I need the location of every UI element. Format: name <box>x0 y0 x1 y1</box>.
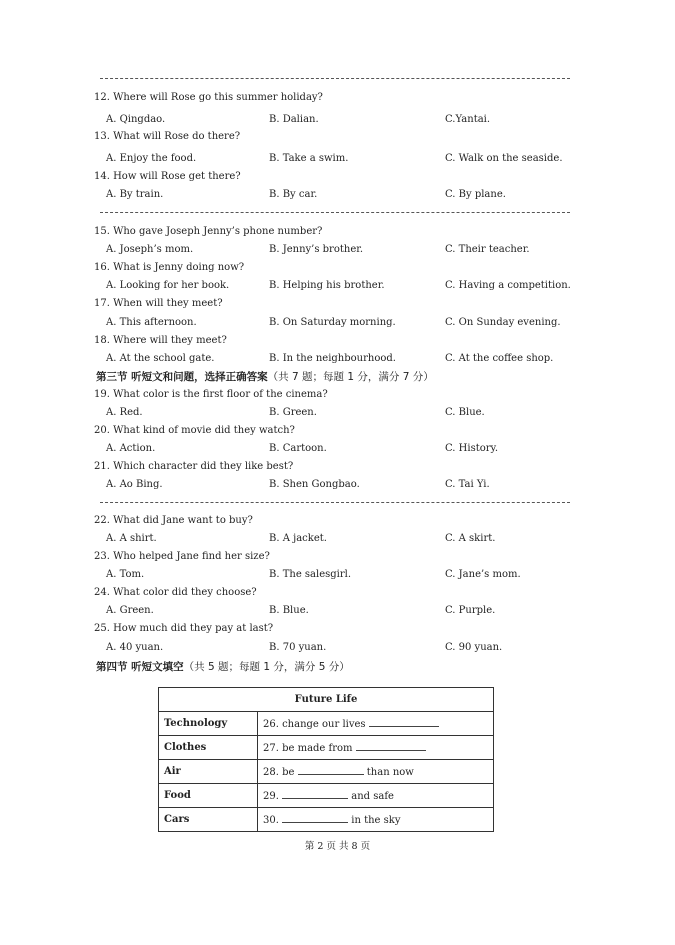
question-16: 16. What is Jenny doing now? <box>94 262 245 273</box>
answer-blank[interactable] <box>282 813 348 823</box>
question-13: 13. What will Rose do there? <box>94 131 241 142</box>
option-23-a: A. Tom. <box>106 569 145 580</box>
question-24: 24. What color did they choose? <box>94 587 257 598</box>
option-22-b: B. A jacket. <box>269 533 327 544</box>
fill-suffix: and safe <box>351 791 394 802</box>
row-fill <box>258 808 494 832</box>
question-17: 17. When will they meet? <box>94 298 223 309</box>
row-fill <box>258 736 494 760</box>
row-fill <box>258 784 494 808</box>
option-25-a: A. 40 yuan. <box>106 642 164 653</box>
question-15: 15. Who gave Joseph Jenny’s phone number? <box>94 226 323 237</box>
option-18-c: C. At the coffee shop. <box>445 353 554 364</box>
answer-blank[interactable] <box>298 765 364 775</box>
table-row <box>159 784 494 808</box>
option-16-b: B. Helping his brother. <box>269 280 385 291</box>
option-23-b: B. The salesgirl. <box>269 569 352 580</box>
option-12-c: C.Yantai. <box>445 114 491 125</box>
option-13-c: C. Walk on the seaside. <box>445 153 563 164</box>
page-number: 第 2 页 共 8 页 <box>304 841 371 852</box>
option-19-c: C. Blue. <box>445 407 485 418</box>
divider <box>100 212 570 213</box>
divider <box>100 502 570 503</box>
option-13-b: B. Take a swim. <box>269 153 349 164</box>
fill-prefix: 29. <box>263 791 279 802</box>
option-21-a: A. Ao Bing. <box>106 479 163 490</box>
fill-prefix: 27. be made from <box>263 743 353 754</box>
table-row <box>159 808 494 832</box>
fill-suffix: than now <box>366 767 414 778</box>
option-22-a: A. A shirt. <box>106 533 157 544</box>
table-row <box>159 712 494 736</box>
option-21-c: C. Tai Yi. <box>445 479 490 490</box>
option-17-c: C. On Sunday evening. <box>445 317 561 328</box>
option-18-b: B. In the neighbourhood. <box>269 353 396 364</box>
option-22-c: C. A skirt. <box>445 533 496 544</box>
option-14-a: A. By train. <box>106 189 164 200</box>
option-15-b: B. Jenny’s brother. <box>269 244 364 255</box>
table-row <box>159 736 494 760</box>
question-19: 19. What color is the first floor of the cinema? <box>94 389 328 400</box>
fill-suffix: in the sky <box>351 815 401 826</box>
question-21: 21. Which character did they like best? <box>94 461 294 472</box>
option-16-a: A. Looking for her book. <box>106 280 230 291</box>
question-18: 18. Where will they meet? <box>94 335 227 346</box>
option-23-c: C. Jane’s mom. <box>445 569 521 580</box>
option-15-c: C. Their teacher. <box>445 244 530 255</box>
option-18-a: A. At the school gate. <box>106 353 215 364</box>
section-4-title: 第四节 听短文填空 <box>96 661 184 673</box>
option-12-b: B. Dalian. <box>269 114 319 125</box>
table-header-row <box>159 688 494 712</box>
table-row <box>159 760 494 784</box>
option-19-a: A. Red. <box>106 407 143 418</box>
question-23: 23. Who helped Jane find her size? <box>94 551 270 562</box>
option-17-b: B. On Saturday morning. <box>269 317 396 328</box>
option-12-a: A. Qingdao. <box>106 114 166 125</box>
row-key: Cars <box>159 808 258 832</box>
option-20-c: C. History. <box>445 443 499 454</box>
option-25-c: C. 90 yuan. <box>445 642 503 653</box>
answer-blank[interactable] <box>282 789 348 799</box>
option-16-c: C. Having a competition. <box>445 280 571 291</box>
row-key: Technology <box>159 712 258 736</box>
question-14: 14. How will Rose get there? <box>94 171 241 182</box>
question-25: 25. How much did they pay at last? <box>94 623 274 634</box>
fill-prefix: 28. be <box>263 767 295 778</box>
section-4-scoring: （共 5 题；每题 1 分，满分 5 分） <box>183 661 350 673</box>
question-22: 22. What did Jane want to buy? <box>94 515 253 526</box>
table-title: Future Life <box>159 688 494 712</box>
question-20: 20. What kind of movie did they watch? <box>94 425 295 436</box>
option-21-b: B. Shen Gongbao. <box>269 479 360 490</box>
option-14-b: B. By car. <box>269 189 318 200</box>
option-25-b: B. 70 yuan. <box>269 642 327 653</box>
option-20-a: A. Action. <box>106 443 156 454</box>
row-fill <box>258 760 494 784</box>
section-3-title: 第三节 听短文和问题，选择正确答案 <box>96 371 268 383</box>
option-24-c: C. Purple. <box>445 605 496 616</box>
row-key: Clothes <box>159 736 258 760</box>
answer-blank[interactable] <box>369 717 439 727</box>
row-fill <box>258 712 494 736</box>
option-20-b: B. Cartoon. <box>269 443 327 454</box>
option-15-a: A. Joseph’s mom. <box>106 244 194 255</box>
question-12: 12. Where will Rose go this summer holiday? <box>94 92 323 103</box>
future-life-table <box>158 687 494 832</box>
option-19-b: B. Green. <box>269 407 317 418</box>
fill-prefix: 30. <box>263 815 279 826</box>
row-key: Air <box>159 760 258 784</box>
section-3-heading <box>96 369 434 384</box>
section-3-scoring: （共 7 题；每题 1 分，满分 7 分） <box>267 371 434 383</box>
option-17-a: A. This afternoon. <box>106 317 197 328</box>
divider <box>100 78 570 79</box>
option-24-b: B. Blue. <box>269 605 309 616</box>
option-13-a: A. Enjoy the food. <box>106 153 197 164</box>
option-24-a: A. Green. <box>106 605 154 616</box>
answer-blank[interactable] <box>356 741 426 751</box>
row-key: Food <box>159 784 258 808</box>
fill-prefix: 26. change our lives <box>263 719 366 730</box>
option-14-c: C. By plane. <box>445 189 506 200</box>
section-4-heading <box>96 659 350 674</box>
